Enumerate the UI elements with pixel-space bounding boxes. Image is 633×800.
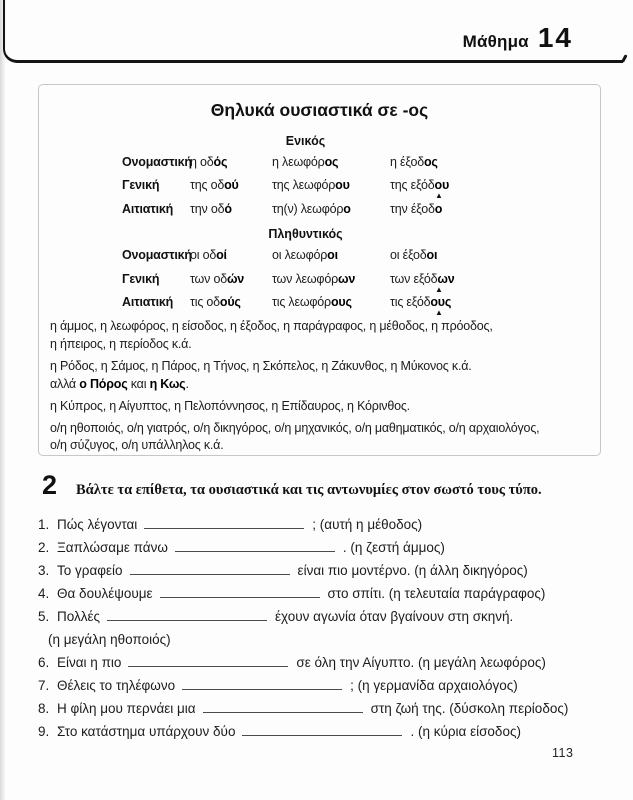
exercise-item-4 bbox=[38, 586, 610, 602]
word-stem: την οδ bbox=[190, 201, 225, 216]
exercise-items bbox=[38, 517, 610, 747]
case-label-genitive: Γενική bbox=[122, 178, 160, 193]
note-line: ο/η σύζυγος, ο/η υπάλληλος κ.ά. bbox=[50, 438, 224, 453]
exception-word: ο Πόρος bbox=[79, 376, 128, 391]
lesson-label: Μάθημα bbox=[462, 32, 529, 51]
word-ending: οι bbox=[426, 248, 438, 263]
fill-in-blank bbox=[128, 662, 288, 667]
accent-shift-arrow: ▲ bbox=[435, 308, 443, 318]
declension-cell bbox=[272, 272, 390, 286]
word-stem: της εξόδ bbox=[390, 178, 435, 193]
fill-in-blank bbox=[242, 731, 402, 736]
item-number: 5. bbox=[38, 609, 50, 624]
word-stem: τις λεωφόρ bbox=[272, 295, 331, 310]
word-stem: της οδ bbox=[190, 178, 225, 193]
declension-cell bbox=[190, 295, 272, 309]
item-text-before: Η φίλη μου περνάει μια bbox=[57, 701, 196, 716]
word-ending: ό bbox=[224, 201, 232, 216]
note-text: αλλά bbox=[50, 376, 76, 391]
fill-in-blank bbox=[175, 547, 335, 552]
word-stem: η λεωφόρ bbox=[272, 155, 325, 169]
case-label-accusative: Αιτιατική bbox=[122, 295, 174, 310]
item-text-before: Θέλεις το τηλέφωνο bbox=[57, 678, 176, 693]
item-text-after: . (η κύρια είσοδος) bbox=[410, 724, 521, 739]
word-stem: οι έξοδ bbox=[390, 248, 427, 263]
word-ending: ους bbox=[330, 295, 352, 310]
word-ending: ου bbox=[335, 178, 350, 193]
declension-cell bbox=[390, 295, 600, 318]
word-stem: την έξοδ bbox=[390, 201, 435, 216]
exercise-item-7 bbox=[38, 678, 610, 694]
item-text-after: ; (αυτή η μέθοδος) bbox=[312, 517, 423, 532]
exercise-item-1 bbox=[38, 517, 610, 533]
word-ending: οι bbox=[327, 248, 338, 263]
lesson-header bbox=[463, 22, 573, 54]
word-ending: ός bbox=[213, 155, 228, 169]
word-ending: ο bbox=[343, 201, 351, 216]
word-ending: ος bbox=[423, 155, 438, 169]
fill-in-blank bbox=[144, 524, 304, 529]
plural-heading: Πληθυντικός bbox=[268, 227, 343, 242]
word-ending: ού bbox=[224, 178, 239, 193]
declension-cell bbox=[190, 248, 272, 262]
word-ending: ος bbox=[324, 155, 339, 169]
singular-heading: Ενικός bbox=[285, 134, 326, 148]
declension-cell bbox=[190, 202, 272, 216]
grammar-notes bbox=[39, 318, 600, 455]
word-stem: τις οδ bbox=[190, 295, 220, 310]
grammar-box-title: Θηλυκά ουσιαστικά σε -ος bbox=[210, 100, 429, 120]
word-stem: οι οδ bbox=[190, 248, 217, 263]
word-stem: οι λεωφόρ bbox=[272, 248, 328, 263]
exercise-item-3 bbox=[38, 563, 610, 579]
fill-in-blank bbox=[130, 570, 290, 575]
item-text-after: έχουν αγωνία όταν βγαίνουν στη σκηνή. bbox=[275, 609, 514, 624]
word-ending: ου bbox=[434, 178, 450, 193]
note-places bbox=[50, 398, 600, 416]
word-stem: τις εξόδ bbox=[390, 295, 431, 310]
item-number: 9. bbox=[38, 724, 50, 739]
word-ending: οί bbox=[216, 248, 227, 263]
case-label-nominative: Ονομαστική bbox=[122, 248, 192, 263]
accent-shift-arrow: ▲ bbox=[435, 284, 443, 294]
exercise-item-2 bbox=[38, 540, 610, 556]
declension-cell bbox=[190, 178, 272, 192]
case-label-genitive: Γενική bbox=[122, 271, 160, 286]
word-ending: ο bbox=[434, 201, 443, 216]
singular-declension-table bbox=[39, 155, 600, 216]
word-stem: της λεωφόρ bbox=[272, 178, 336, 193]
word-stem: των εξόδ bbox=[390, 271, 438, 286]
item-text-before: Πολλές bbox=[57, 609, 101, 624]
declension-cell bbox=[272, 248, 390, 262]
word-ending: ων bbox=[338, 271, 356, 286]
word-stem: των οδ bbox=[190, 271, 227, 286]
item-text-before: Πώς λέγονται bbox=[57, 517, 138, 532]
note-text: και bbox=[130, 376, 147, 391]
scan-edge-shadow bbox=[0, 0, 6, 800]
exercise-number: 2 bbox=[42, 470, 59, 500]
page-number: 113 bbox=[552, 746, 574, 760]
item-text-after: σε όλη την Αίγυπτο. (η μεγάλη λεωφόρος) bbox=[296, 655, 546, 670]
exception-word: η Κως bbox=[149, 376, 186, 391]
note-text: . bbox=[185, 376, 189, 391]
exercise-item-5 bbox=[38, 609, 610, 625]
fill-in-blank bbox=[107, 616, 267, 621]
word-stem: η οδ bbox=[190, 155, 214, 169]
grammar-box bbox=[38, 84, 601, 456]
declension-cell bbox=[190, 272, 272, 286]
item-text-before: Θα δουλέψουμε bbox=[57, 586, 153, 601]
item-number: 6. bbox=[38, 655, 50, 670]
case-label-nominative: Ονομαστική bbox=[122, 155, 192, 169]
item-number: 2. bbox=[38, 540, 50, 555]
note-line: ο/η ηθοποιός, ο/η γιατρός, ο/η δικηγόρος, ο/η μηχανικός, ο/η μαθηματικός, ο/η αρχαιολόγος, bbox=[50, 420, 540, 435]
item-number: 3. bbox=[38, 563, 50, 578]
word-ending: ους bbox=[430, 295, 452, 310]
note-line: η Κύπρος, η Αίγυπτος, η Πελοπόννησος, η Επίδαυρος, η Κόρινθος. bbox=[50, 399, 410, 414]
declension-cell bbox=[390, 271, 600, 294]
declension-cell bbox=[272, 295, 390, 309]
exercise-instruction: Βάλτε τα επίθετα, τα ουσιαστικά και τις αντωνυμίες στον σωστό τους τύπο. bbox=[76, 482, 542, 498]
word-stem: η έξοδ bbox=[390, 155, 424, 169]
exercise-item-5-hint bbox=[38, 632, 610, 648]
exercise-item-9 bbox=[38, 724, 610, 740]
note-professions bbox=[50, 420, 600, 455]
exercise-item-6 bbox=[38, 655, 610, 671]
note-line: η Ρόδος, η Σάμος, η Πάρος, η Τήνος, η Σκόπελος, η Ζάκυνθος, η Μύκονος κ.ά. bbox=[50, 359, 472, 374]
note-line: η ήπειρος, η περίοδος κ.ά. bbox=[50, 336, 192, 351]
item-number: 4. bbox=[38, 586, 50, 601]
item-number: 1. bbox=[38, 517, 50, 532]
item-text-after: ; (η γερμανίδα αρχαιολόγος) bbox=[350, 678, 518, 693]
accent-shift-arrow: ▲ bbox=[435, 191, 443, 201]
item-text-after: . (η ζεστή άμμος) bbox=[342, 540, 445, 555]
declension-cell bbox=[390, 248, 600, 262]
item-text-before: Στο κατάστημα υπάρχουν δύο bbox=[57, 724, 236, 739]
note-islands-exception bbox=[50, 376, 600, 394]
word-ending: ων bbox=[437, 271, 455, 286]
note-islands bbox=[50, 358, 600, 393]
item-text-after: στο σπίτι. (η τελευταία παράγραφος) bbox=[327, 586, 546, 601]
note-line: η άμμος, η λεωφόρος, η είσοδος, η έξοδος, η παράγραφος, η μέθοδος, η πρόοδος, bbox=[50, 319, 493, 334]
word-stem: των λεωφόρ bbox=[272, 271, 338, 286]
declension-cell bbox=[390, 155, 600, 169]
item-text-after: στη ζωή της. (δύσκολη περίοδος) bbox=[370, 701, 569, 716]
declension-cell bbox=[190, 155, 272, 169]
item-text-after: είναι πιο μοντέρνο. (η άλλη δικηγόρος) bbox=[297, 563, 528, 578]
case-label-accusative: Αιτιατική bbox=[122, 201, 174, 216]
declension-cell bbox=[272, 178, 390, 192]
word-ending: ών bbox=[226, 271, 245, 286]
word-stem: τη(ν) λεωφόρ bbox=[272, 201, 344, 216]
lesson-number: 14 bbox=[537, 22, 573, 53]
exercise-item-8 bbox=[38, 701, 610, 717]
item-hint: (η μεγάλη ηθοποιός) bbox=[48, 632, 171, 647]
item-number: 7. bbox=[38, 678, 50, 693]
declension-cell bbox=[272, 202, 390, 216]
fill-in-blank bbox=[160, 593, 320, 598]
fill-in-blank bbox=[203, 708, 363, 713]
note-common-nouns bbox=[50, 318, 600, 353]
item-text-before: Ξαπλώσαμε πάνω bbox=[57, 540, 168, 555]
item-text-before: Είναι η πιο bbox=[57, 655, 122, 670]
word-ending: ούς bbox=[219, 295, 241, 310]
fill-in-blank bbox=[182, 685, 342, 690]
declension-cell bbox=[272, 155, 390, 169]
declension-cell bbox=[390, 202, 600, 216]
item-text-before: Το γραφείο bbox=[57, 563, 123, 578]
declension-cell bbox=[390, 178, 600, 201]
item-number: 8. bbox=[38, 701, 50, 716]
plural-declension-table bbox=[39, 248, 600, 318]
